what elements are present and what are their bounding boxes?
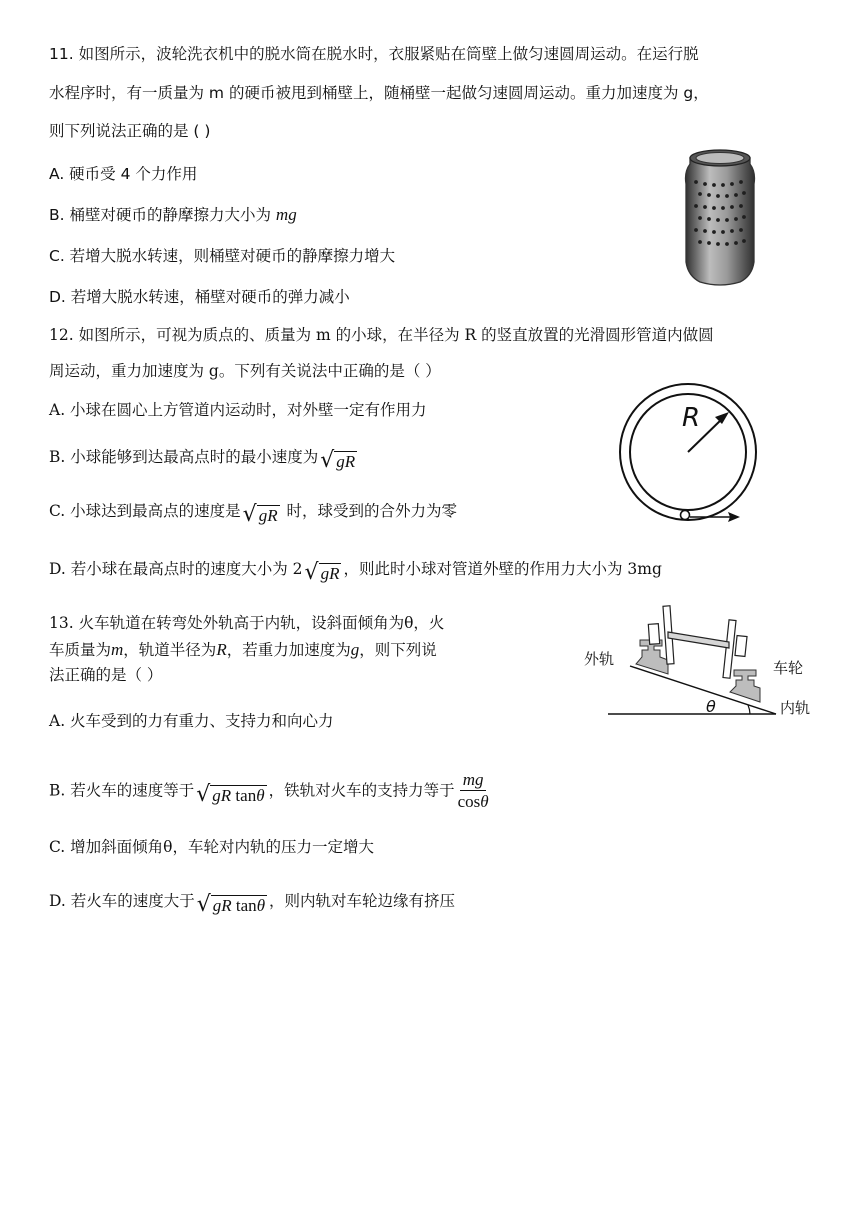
q13-option-d-sqrt-theta: θ [256, 896, 266, 915]
q13-fraction-theta: θ [480, 792, 489, 811]
spin-drum-figure [680, 144, 760, 289]
q13-option-d-sqrt: √ gR tanθ [196, 892, 266, 917]
q11-option-b-text: B. 桶壁对硬币的静摩擦力大小为 [49, 206, 276, 224]
q12-option-b-sqrt: √ gR [320, 448, 356, 473]
q11-option-b-math: mg [275, 205, 297, 224]
q13-option-b-pre: B. 若火车的速度等于 [49, 781, 195, 800]
q11-stem-line2: 水程序时，有一质量为 m 的硬币被甩到桶壁上，随桶壁一起做匀速圆周运动。重力加速度为 g， [49, 84, 709, 102]
q12-option-b-text: B. 小球能够到达最高点时的最小速度为 [49, 448, 319, 466]
q13-option-b-sqrt: √ gR tanθ [196, 781, 265, 807]
q13-option-d-sqrt-tan: tan [235, 896, 257, 915]
rail-theta-label: θ [706, 697, 716, 716]
q12-option-c-post: 时，球受到的合外力为零 [281, 502, 458, 520]
q12-option-d-sqrt: √ gR [304, 560, 340, 585]
q12-option-c-pre: C. 小球达到最高点的速度是 [49, 502, 241, 520]
q12-stem-line2: 周运动，重力加速度为 g。下列有关说法中正确的是（ ） [49, 362, 441, 380]
q12-option-d-post: ，则此时小球对管道外壁的作用力大小为 3mg [343, 560, 662, 578]
q11-option-b [49, 205, 297, 225]
banked-rail-figure [608, 602, 788, 718]
q13-option-b-sqrt-tan: tan [235, 785, 257, 805]
q13-option-b-sqrt-g: gR [212, 785, 232, 805]
q13-option-d-sqrt-g: gR [212, 896, 232, 915]
q13-option-b [49, 770, 492, 813]
q13-option-b-sqrt-theta: θ [256, 785, 265, 805]
q13-option-d-post: ，则内轨对车轮边缘有挤压 [269, 892, 456, 910]
q13-option-b-mid: ，铁轨对火车的支持力等于 [268, 781, 455, 800]
q13-option-d-pre: D. 若火车的速度大于 [49, 892, 195, 910]
q13-fraction-numerator: mg [460, 770, 487, 791]
q13-stem-line2 [49, 640, 437, 660]
q12-option-d-pre: D. 若小球在最高点时的速度大小为 2 [49, 560, 303, 578]
rail-inner-label: 内轨 [780, 699, 811, 717]
q12-option-d [49, 559, 662, 584]
q12-option-b [49, 447, 359, 472]
q13-gravity-symbol: g [350, 640, 360, 659]
q13-option-d [49, 891, 455, 916]
q11-option-a: A. 硬币受 4 个力作用 [49, 165, 198, 183]
q11-stem-line3: 则下列说法正确的是 ( ) [49, 122, 211, 140]
q13-stem-line2-d: ，则下列说 [359, 641, 437, 659]
q13-stem-line3: 法正确的是（ ） [49, 666, 163, 684]
q12-option-c-sqrt: √ gR [242, 502, 278, 527]
q12-stem-line1: 12. 如图所示，可视为质点的、质量为 m 的小球，在半径为 R 的竖直放置的光滑圆形管道内做圆 [49, 326, 714, 344]
q12-option-b-sqrt-body: gR [336, 452, 356, 471]
q13-option-c: C. 增加斜面倾角θ，车轮对内轨的压力一定增大 [49, 838, 374, 856]
q11-stem-line1: 11. 如图所示，波轮洗衣机中的脱水筒在脱水时，衣服紧贴在筒壁上做匀速圆周运动。在运行脱 [49, 45, 699, 63]
q13-option-b-fraction [458, 770, 489, 813]
q12-option-c [49, 501, 457, 526]
q11-option-c: C. 若增大脱水转速，则桶壁对硬币的静摩擦力增大 [49, 247, 396, 265]
tube-radius-label: R [682, 403, 701, 433]
q12-option-a: A. 小球在圆心上方管道内运动时，对外壁一定有作用力 [49, 401, 427, 419]
q13-radius-symbol: R [216, 640, 227, 659]
q13-stem-line1: 13. 火车轨道在转弯处外轨高于内轨，设斜面倾角为θ，火 [49, 614, 445, 632]
q13-mass-symbol: m [111, 640, 124, 659]
rail-wheel-label: 车轮 [773, 659, 804, 677]
q11-option-d: D. 若增大脱水转速，桶壁对硬币的弹力减小 [49, 288, 350, 306]
rail-outer-label: 外轨 [584, 650, 615, 668]
q13-fraction-cos: cos [457, 792, 481, 811]
q12-option-c-sqrt-body: gR [258, 506, 278, 525]
q13-stem-line2-a: 车质量为 [49, 641, 112, 659]
q13-stem-line2-c: ，若重力加速度为 [226, 641, 351, 659]
q13-stem-line2-b: ，轨道半径为 [123, 641, 217, 659]
q13-option-a: A. 火车受到的力有重力、支持力和向心力 [49, 712, 334, 730]
q12-option-d-sqrt-body: gR [320, 564, 340, 583]
